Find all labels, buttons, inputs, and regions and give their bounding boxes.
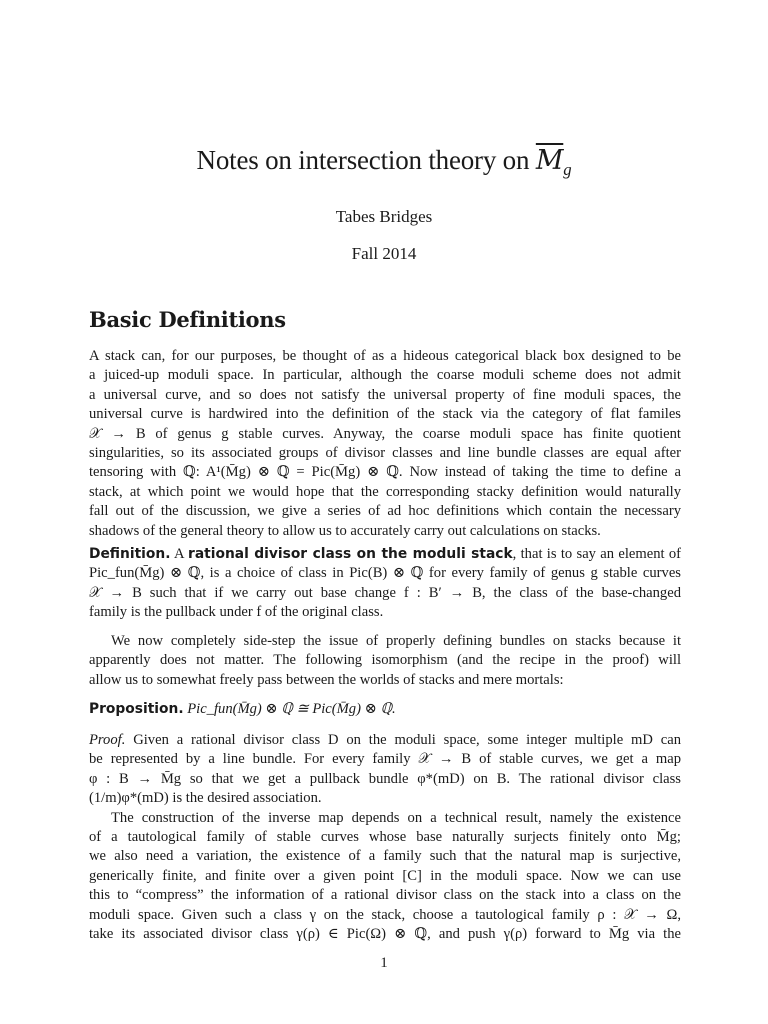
paragraph-sidestep <box>89 632 681 690</box>
title-math-subscript: g <box>563 159 572 179</box>
proposition-line <box>89 700 681 719</box>
proof-line: moduli space. Given such a class γ on the stack, choose a tautological family ρ : 𝒳 → Ω, <box>89 906 681 923</box>
title-math-symbol: $\overline{M}$ <box>535 145 564 176</box>
text-line: fall out of the discussion, we give a series of ad hoc definitions which contain the necessary <box>89 503 681 520</box>
text-line: universal curve is hardwired into the definition of the stack via the category of flat familes <box>89 406 681 423</box>
text-line: a juiced-up moduli space. In particular, although the coarse moduli scheme does not admit <box>89 367 681 384</box>
proof-line: of a tautological family of stable curves whose base naturally surjects finitely onto M̄g; <box>89 829 681 846</box>
proof-block <box>89 731 681 944</box>
text-line: tensoring with ℚ: A¹(M̄g) ⊗ ℚ = Pic(M̄g) ⊗ ℚ. Now instead of taking the time to define a <box>89 464 681 481</box>
proof-line: we also need a variation, the existence of a family such that the natural map is surjective, <box>89 848 681 865</box>
text-line: stack, at which point we would hope that the corresponding stacky definition would naturally <box>89 483 681 500</box>
author: Tabes Bridges <box>335 207 433 226</box>
text-line: shadows of the general theory to allow us to accurately carry out calculations on stacks. <box>89 522 601 539</box>
definition-line: that is to say an element of <box>520 546 682 562</box>
proof-label: Proof. <box>89 732 126 748</box>
definition-label: Definition. <box>89 546 171 562</box>
proof-line: take its associated divisor class γ(ρ) ∈ Pic(Ω) ⊗ ℚ, and push γ(ρ) forward to M̄g via the <box>89 926 681 943</box>
proof-line: be represented by a line bundle. For every family 𝒳 → B of stable curves, we get a map <box>89 751 681 768</box>
proposition-label: Proposition. <box>89 701 184 717</box>
title-text: Notes on intersection theory on <box>196 145 536 175</box>
definition-first-line: Definition. A rational divisor class on the moduli stack, that is to say an element of <box>89 546 682 562</box>
definition-line: family is the pullback under f of the original class. <box>89 604 384 621</box>
definition-line: 𝒳 → B such that if we carry out base change f : B′ → B, the class of the base-changed <box>89 584 681 601</box>
text-line: allow us to somewhat freely pass between the worlds of stacks and mere mortals: <box>89 671 564 688</box>
proof-line: Given a rational divisor class D on the moduli space, some integer multiple mD can <box>133 732 681 748</box>
proposition-block <box>89 700 681 719</box>
paragraph-intro <box>89 347 681 541</box>
proof-first-line <box>89 731 681 750</box>
text-line: a universal curve, and so does not satisfy the universal property of fine moduli spaces, the <box>89 386 681 403</box>
definition-term: rational divisor class on the moduli stack <box>188 546 513 562</box>
proof-line: φ : B → M̄g so that we get a pullback bundle φ*(mD) on B. The rational divisor class <box>89 770 681 787</box>
text-line: singularities, so its associated groups of divisor classes and line bundle classes are equal after <box>89 445 681 462</box>
text-line: A stack can, for our purposes, be thought of as a hideous categorical black box designed to be <box>89 348 681 364</box>
definition-line: Pic_fun(M̄g) ⊗ ℚ, is a choice of class in Pic(B) ⊗ ℚ for every family of genus g stable curves <box>89 565 681 582</box>
proof-line: (1/m)φ*(mD) is the desired association. <box>89 790 322 807</box>
text-line: 𝒳 → B of genus g stable curves. Anyway, the coarse moduli space has finite quotient <box>89 425 681 442</box>
section-heading: Basic Definitions <box>89 307 286 332</box>
proof-line: generically finite, and finite over a given point [C] in the moduli space. Now we can use <box>89 867 681 884</box>
proof-line: this to “compress” the information of a rational divisor class on the stack into a class on the <box>89 887 681 904</box>
definition-block <box>89 545 681 623</box>
text-line: We now completely side-step the issue of properly defining bundles on stacks because it <box>111 633 681 649</box>
proposition-text: Pic_fun(M̄g) ⊗ ℚ ≅ Pic(M̄g) ⊗ ℚ. <box>187 701 396 717</box>
proof-line: The construction of the inverse map depends on a technical result, namely the existence <box>111 809 681 826</box>
document-title <box>0 142 768 188</box>
text-line: apparently does not matter. The following isomorphism (and the recipe in the proof) will <box>89 652 681 669</box>
page-number: 1 <box>380 955 388 971</box>
date: Fall 2014 <box>351 244 417 263</box>
